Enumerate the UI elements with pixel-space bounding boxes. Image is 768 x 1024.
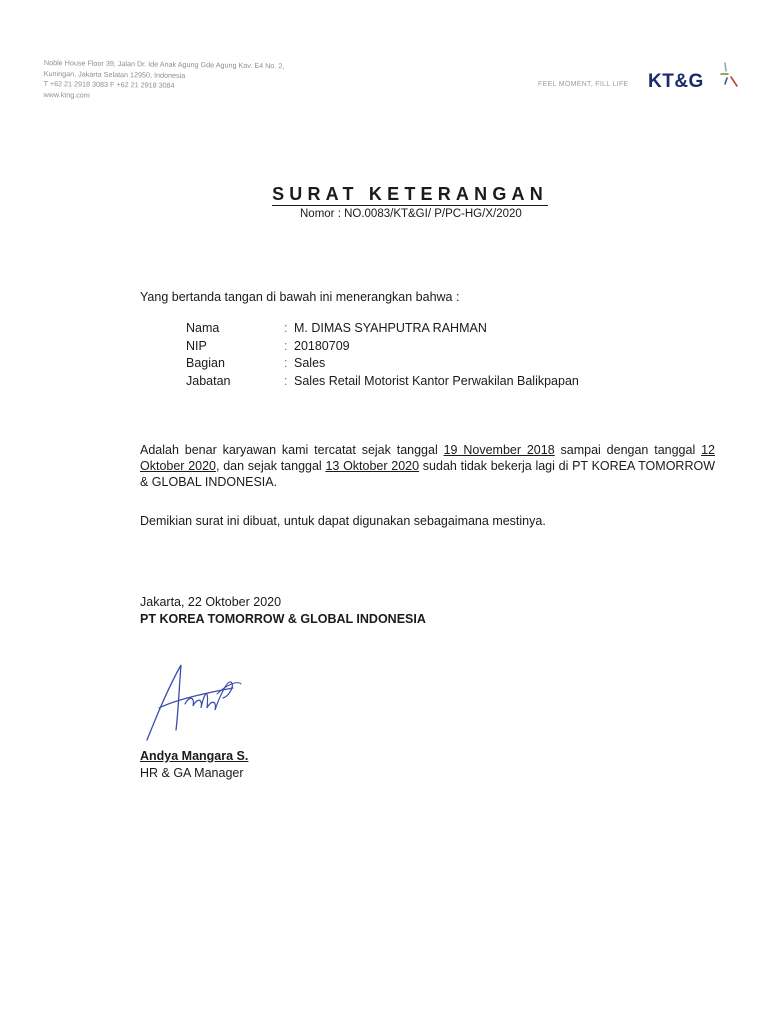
address-line: T +62 21 2918 3083 F +62 21 2918 3084 <box>43 78 175 90</box>
field-row-bagian <box>186 356 606 374</box>
date-start: 19 November 2018 <box>443 443 555 457</box>
field-value: M. DIMAS SYAHPUTRA RAHMAN <box>294 321 487 335</box>
field-colon: : <box>284 338 288 353</box>
brand-tagline: FEEL MOMENT, FILL LIFE <box>538 81 629 88</box>
address-line: Noble House Floor 39, Jalan Dr. Ide Anak Agung Gde Agung Kav. E4 No. 2, <box>43 58 285 71</box>
company-name: PT KOREA TOMORROW & GLOBAL INDONESIA <box>140 612 426 626</box>
document-title-text: SURAT KETERANGAN <box>272 184 548 204</box>
field-label: Nama <box>186 321 220 335</box>
employee-fields <box>186 321 606 391</box>
field-colon: : <box>284 373 288 388</box>
field-value: Sales <box>294 356 326 370</box>
field-label: NIP <box>186 338 207 353</box>
place-date: Jakarta, 22 Oktober 2020 <box>140 595 282 609</box>
signer-name: Andya Mangara S. <box>140 749 249 763</box>
statement-text: sudah tidak bekerja lagi di PT KOREA TOMORROW & GLOBAL INDONESIA. <box>140 459 715 489</box>
intro-text: Yang bertanda tangan di bawah ini menerangkan bahwa : <box>140 290 460 304</box>
brand-block <box>538 62 748 102</box>
date-left: 13 Oktober 2020 <box>325 459 420 473</box>
document-number: Nomor : NO.0083/KT&GI/ P/PC-HG/X/2020 <box>300 208 522 220</box>
field-row-jabatan <box>186 374 606 392</box>
field-row-nama <box>186 321 606 339</box>
field-label: Bagian <box>186 356 225 370</box>
field-colon: : <box>284 356 288 370</box>
signer-title: HR & GA Manager <box>140 766 244 780</box>
brand-logo-text: KT&G <box>648 71 704 92</box>
address-line: Kuningan, Jakarta Selatan 12950, Indonesia <box>43 68 186 80</box>
statement-text: sampai dengan tanggal <box>554 443 702 457</box>
field-colon: : <box>284 321 288 335</box>
handwritten-signature <box>145 660 255 745</box>
field-label: Jabatan <box>186 373 231 388</box>
field-value: 20180709 <box>294 338 350 353</box>
document-title <box>0 184 768 205</box>
employment-statement <box>140 442 715 490</box>
field-row-nip <box>186 339 606 357</box>
closing-text: Demikian surat ini dibuat, untuk dapat digunakan sebagaimana mestinya. <box>140 514 546 528</box>
address-line: www.ktng.com <box>43 89 90 100</box>
sparkle-logo-icon <box>719 62 739 92</box>
letterhead-address <box>43 58 374 105</box>
statement-text: Adalah benar karyawan kami tercatat sejak tanggal <box>140 443 444 457</box>
statement-text: , dan sejak tanggal <box>216 459 326 473</box>
date-end: 12 Oktober 2020 <box>140 443 715 473</box>
field-value: Sales Retail Motorist Kantor Perwakilan Balikpapan <box>294 373 579 388</box>
